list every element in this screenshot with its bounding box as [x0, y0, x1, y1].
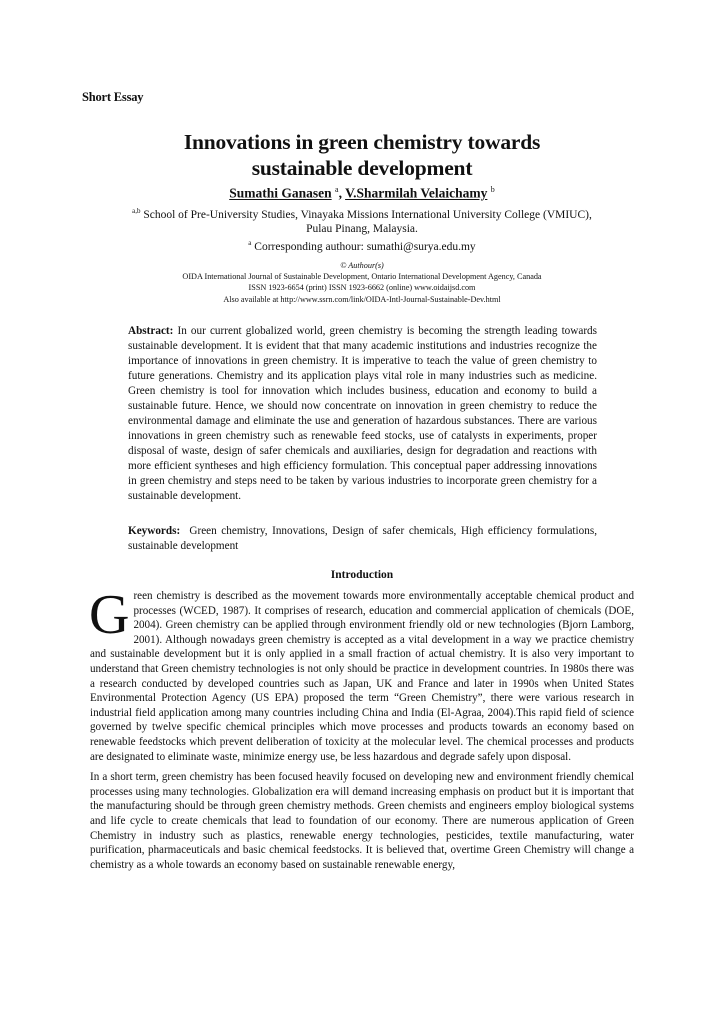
affiliation-line-1 — [60, 204, 664, 222]
affiliation-marker: a,b — [132, 207, 141, 215]
publication-info — [60, 260, 664, 305]
corresponding-author-email: Corresponding authour: sumathi@surya.edu.my — [251, 240, 476, 253]
author-affiliation-marker: a — [335, 185, 339, 194]
introduction-body — [89, 584, 634, 878]
affiliation-line-2: Pulau Pinang, Malaysia. — [306, 222, 418, 235]
affiliation-text: School of Pre-University Studies, Vinayaka Missions International University College (VMIUC), — [140, 208, 592, 221]
author-name: V.Sharmilah Velaichamy — [345, 185, 488, 201]
keywords-label: Keywords: — [128, 525, 181, 537]
article-type-label: Short Essay — [82, 90, 144, 104]
issn-info: ISSN 1923-6654 (print) ISSN 1923-6662 (online) www.oidaijsd.com — [248, 283, 476, 293]
affiliation-block — [60, 204, 664, 254]
abstract-label: Abstract: — [128, 325, 174, 337]
author-separator: , — [338, 185, 346, 201]
corresponding-marker: a — [248, 238, 252, 247]
intro-paragraph-1-text: reen chemistry is described as the movement towards more environmentally acceptable chemical product and processes (WCED, 1987). It comprises of research, education and commercial application of chemicals (DOE, 2004). Green chemistry can be applied through environment friendly old or new technologies (Bjorn Lamborg, 2001). Although nowadays green chemistry is accepted as a vital development in a way we practice chemistry and sustainable development but it is only applied in a small fraction of actual chemistry. It is also very important to understand that Green chemistry technologies is not only should be practice in development countries. In 1980s there was a research conducted by developed countries such as Japan, UK and France and later in 1990s when United States Environmental Protection Agency (US EPA) proposed the term “Green Chemistry”, there were various research in industrial field application among many countries including China and India (El-Agraa, 2004).This rapid field of science governed by twelve specific chemical principles which move processes and products towards an economy based on renewable feedstocks which prevent deliberation of toxicity at the molecular level. The chemical processes and products are designated to eliminate waste, minimize energy use, be less hazardous and degrade safely upon disposal. — [90, 590, 634, 763]
section-heading-introduction: Introduction — [330, 569, 394, 581]
author-affiliation-marker: b — [490, 185, 495, 194]
intro-paragraph-1 — [89, 584, 634, 764]
author-list — [60, 185, 664, 202]
paper-title — [60, 129, 664, 181]
availability-link[interactable]: Also available at http://www.ssrn.com/link/OIDA-Intl-Journal-Sustainable-Dev.html — [223, 294, 501, 304]
corresponding-author — [60, 236, 664, 254]
copyright-notice: © Authour(s) — [340, 261, 384, 270]
paper-title-line-2: sustainable development — [251, 156, 473, 180]
abstract — [128, 324, 597, 504]
keywords — [128, 524, 600, 554]
intro-paragraph-2: In a short term, green chemistry has been focused heavily focused on developing new and environment friendly chemical processes using many technologies. Globalization era will demand increasing emphasis on product but it is important that the manufacturing should be through green chemistry methods. Green chemists and engineers employ biological systems and life cycle to create chemicals that lead to foundation of our economy. There are numerous application of Green Chemistry in industry such as plastics, renewable energy technologies, pesticides, textile manufacturing, water purification, pharmaceuticals and basic chemical feedstocks. It is believed that, overtime Green Chemistry will change a chemistry as a whole towards an economy based on sustainable renewable energy, — [90, 771, 634, 871]
abstract-text: In our current globalized world, green chemistry is becoming the strength leading towards sustainable development. It is evident that that many academic institutions and industries recognize the importance of innovations in green chemistry. It is imperative to teach the value of green chemistry to future generations. Chemistry and its application plays vital role in many industries such as medicine. Green chemistry is tool for innovation which includes business, education and economy to build a sustainable future. Hence, we should now concentrate on innovation in green chemistry to reduce the environmental damage and eliminate the use and generation of hazardous substances. There are various innovations in green chemistry such as renewable feed stocks, use of catalysts in experiments, proper disposal of waste, design of safer chemicals and auxiliaries, design for degradation and reactions with more efficient syntheses and high efficiency formulation. This conceptual paper addressing innovations in green chemistry and steps need to be taken by various industries to incorporate green chemistry for a sustainable development. — [128, 325, 597, 502]
journal-name: OIDA International Journal of Sustainable Development, Ontario International Development Agency, Canada — [182, 272, 542, 282]
paper-title-line-1: Innovations in green chemistry towards — [183, 130, 541, 154]
keywords-text: Green chemistry, Innovations, Design of safer chemicals, High efficiency formulations, sustainable development — [128, 525, 600, 552]
drop-cap: G — [89, 584, 130, 646]
author-name: Sumathi Ganasen — [229, 185, 332, 201]
